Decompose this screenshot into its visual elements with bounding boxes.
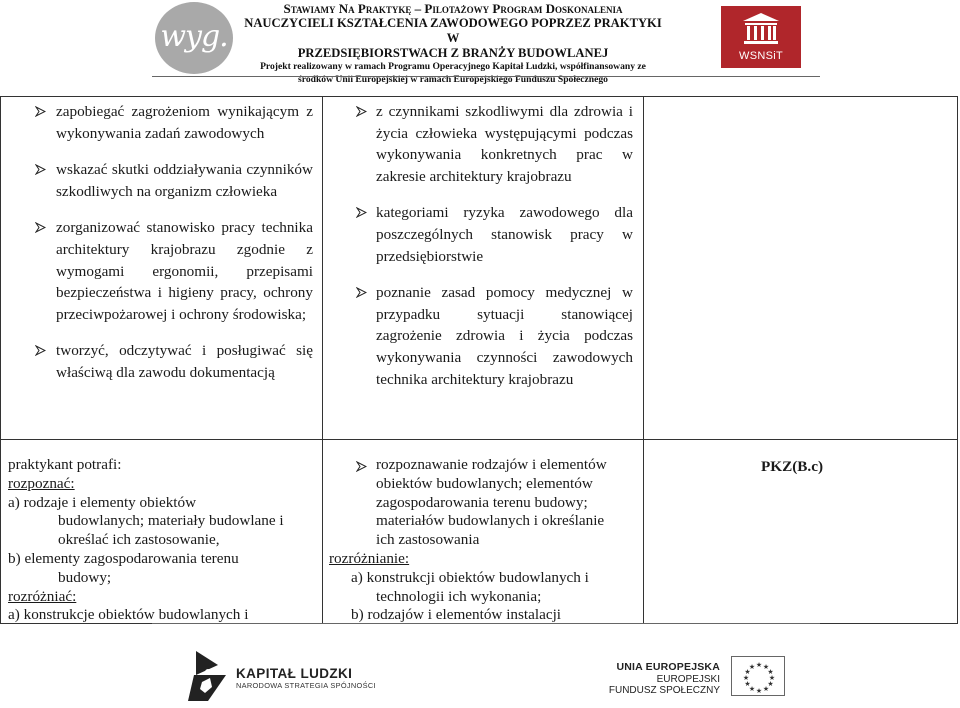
list-item-text: tworzyć, odczytywać i posługiwać się właściwą dla zawodu dokumentacją — [56, 342, 313, 381]
list-item-line-3: zagospodarowania terenu budowy; — [376, 493, 588, 511]
wsnsit-logo — [721, 6, 801, 68]
arrow-bullet-icon — [35, 106, 46, 117]
eu-line-1: UNIA EUROPEJSKA — [616, 661, 720, 673]
content-table — [0, 96, 958, 624]
recognize-label: rozpoznać: — [8, 474, 75, 492]
item-a-line-1: a) rodzaje i elementy obiektów — [8, 493, 197, 511]
svg-text:★: ★ — [755, 661, 763, 669]
project-title-line-3: PRZEDSIĘBIORSTWACH Z BRANŻY BUDOWLANEJ — [297, 46, 609, 60]
svg-text:★: ★ — [762, 663, 770, 671]
building-columns-icon — [742, 12, 780, 46]
arrow-bullet-icon — [356, 207, 367, 218]
svg-text:★: ★ — [748, 685, 756, 693]
svg-text:★: ★ — [767, 680, 774, 688]
project-funding-line-1: Projekt realizowany w ramach Programu Operacyjnego Kapitał Ludzki, współfinansowany ze — [260, 61, 646, 72]
skills-intro: praktykant potrafi: — [8, 456, 122, 473]
kapital-ludzki-subtitle: NARODOWA STRATEGIA SPÓJNOŚCI — [236, 681, 376, 690]
arrow-bullet-icon — [35, 222, 46, 233]
module-code: PKZ(B.c) — [761, 458, 824, 475]
item-a-line-2: technologii ich wykonania; — [376, 587, 542, 605]
table-cell-row2-col1 — [1, 440, 322, 625]
item-b-line-1: b) rodzajów i elementów instalacji — [351, 606, 562, 624]
eu-text — [604, 662, 720, 697]
eu-flag — [731, 656, 785, 696]
wsnsit-logo-text: WSNSiT — [739, 50, 783, 62]
arrow-bullet-icon — [356, 106, 367, 117]
list-item-text: zorganizować stanowisko pracy technika architektury krajobrazu zgodnie z wymogami ergonomii, przepisami bezpieczeństwa i higieny pracy, ochrony przeciwpożarowej i ochrony środowiska; — [56, 219, 313, 323]
item-b-line-1: b) elementy zagospodarowania terenu — [8, 549, 239, 567]
header-divider — [152, 76, 820, 77]
svg-text:★: ★ — [767, 668, 774, 676]
list-item — [1, 340, 322, 383]
wyg-logo-text: wyg. — [160, 19, 228, 54]
item-a-line-1: a) konstrukcji obiektów budowlanych i — [351, 568, 589, 586]
eu-line-2: EUROPEJSKI — [656, 673, 720, 685]
item-b-line-2: budowy; — [58, 568, 112, 586]
item-c-line-1: a) konstrukcje obiektów budowlanych i — [8, 606, 249, 624]
footer-divider — [152, 623, 820, 624]
list-item — [1, 217, 322, 325]
arrow-bullet-icon — [356, 287, 367, 298]
list-item-line-2: obiektów budowlanych; elementów — [376, 474, 593, 492]
svg-text:★: ★ — [768, 674, 776, 682]
list-item-text: kategoriami ryzyka zawodowego dla poszczególnych stanowisk pracy w przedsiębiorstwie — [376, 204, 633, 265]
arrow-bullet-icon — [35, 164, 46, 175]
arrow-bullet-icon — [35, 345, 46, 356]
list-item-line-4: materiałów budowlanych i określanie — [376, 512, 605, 530]
eu-line-3: FUNDUSZ SPOŁECZNY — [608, 685, 720, 696]
list-item — [323, 440, 643, 550]
svg-text:★: ★ — [755, 687, 763, 695]
list-item — [1, 101, 322, 144]
table-cell-row1-col1 — [1, 97, 322, 439]
distinguish-label: rozróżniać: — [8, 587, 77, 605]
table-cell-row2-col3 — [644, 440, 959, 625]
svg-text:★: ★ — [748, 663, 756, 671]
list-item — [323, 101, 643, 187]
project-funding-line-2: środków Unii Europejskiej w ramach Europejskiego Funduszu Społecznego — [298, 73, 608, 85]
item-a-line-2: budowlanych; materiały budowlane i — [58, 512, 284, 530]
kapital-ludzki-text — [236, 666, 376, 691]
svg-text:★: ★ — [742, 674, 750, 682]
kapital-ludzki-title: KAPITAŁ LUDZKI — [236, 666, 353, 681]
list-item-text: wskazać skutki oddziaływania czynników szkodliwych na organizm człowieka — [56, 161, 313, 200]
item-a-line-3: określać ich zastosowanie, — [58, 531, 220, 549]
eu-stars-icon — [732, 657, 786, 697]
table-cell-row1-col2 — [323, 97, 643, 439]
kapital-ludzki-emblem-icon — [188, 651, 228, 701]
list-item-line-5: ich zastosowania — [376, 531, 480, 549]
header-text-block — [238, 1, 668, 86]
kapital-ludzki-logo — [188, 651, 228, 706]
project-title-line-1: Stawiamy Na Praktykę – Pilotażowy Program Doskonalenia — [283, 1, 623, 16]
svg-text:★: ★ — [744, 680, 751, 688]
arrow-bullet-icon — [356, 461, 367, 472]
list-item-line-1: rozpoznawanie rodzajów i elementów — [376, 456, 607, 473]
table-cell-row2-col2 — [323, 440, 643, 625]
svg-text:★: ★ — [762, 685, 770, 693]
page-header — [0, 0, 960, 85]
list-item-text: zapobiegać zagrożeniom wynikającym z wykonywania zadań zawodowych — [56, 103, 313, 142]
list-item-text: z czynnikami szkodliwymi dla zdrowia i życia człowieka występującymi podczas wykonywania konkretnych prac w zakresie architektury krajobrazu — [376, 103, 633, 185]
list-item — [323, 282, 643, 390]
list-item — [1, 159, 322, 202]
svg-text:★: ★ — [744, 668, 751, 676]
distinguish-label: rozróżnianie: — [329, 549, 410, 567]
wyg-logo — [155, 2, 233, 74]
project-title-line-2: NAUCZYCIELI KSZTAŁCENIA ZAWODOWEGO POPRZEZ PRAKTYKI W — [244, 16, 662, 45]
list-item — [323, 202, 643, 267]
list-item-text: poznanie zasad pomocy medycznej w przypadku sytuacji stanowiącej zagrożenie zdrowia i życia podczas wykonywania czynności zawodowych technika architektury krajobrazu — [376, 284, 633, 388]
